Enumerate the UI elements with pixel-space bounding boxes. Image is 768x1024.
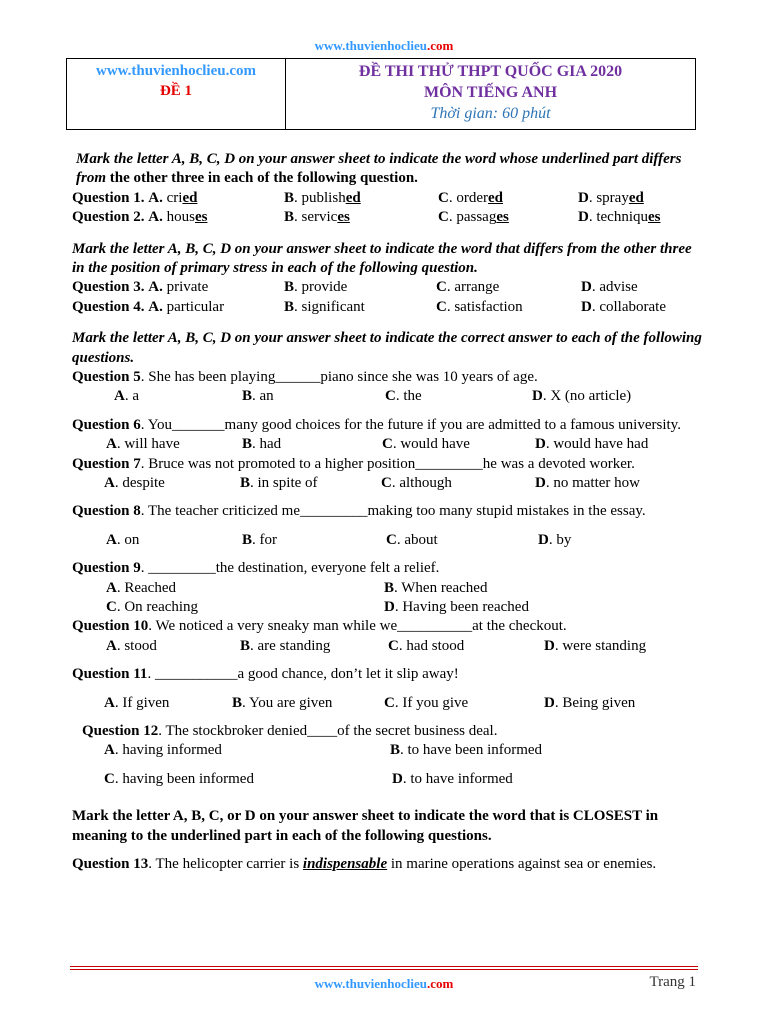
- option-d[interactable]: D. X (no article): [532, 388, 632, 405]
- option-d[interactable]: D. by: [538, 531, 572, 548]
- section1-instruction-text: Mark the letter A, B, C, D on your answer sheet to indicate the word whose underlined part differs from: [76, 151, 682, 187]
- option-b[interactable]: B. for: [242, 531, 278, 548]
- question-9-options-row1: [72, 579, 702, 598]
- section1-instruction-tail: the other three in each of the following question.: [106, 170, 418, 187]
- option-a[interactable]: A. Reached: [106, 579, 176, 596]
- option-b[interactable]: B. You are given: [232, 694, 333, 711]
- option-c[interactable]: C. about: [386, 531, 438, 548]
- option-a[interactable]: A. a: [114, 388, 140, 405]
- option-b[interactable]: B. had: [242, 436, 282, 453]
- top-site-link[interactable]: www.thuvienhoclieu.com: [314, 38, 454, 53]
- question-3: [72, 278, 702, 297]
- option-b[interactable]: B. an: [242, 388, 274, 405]
- header-left-cell: [67, 59, 286, 130]
- question-7-options: [72, 474, 702, 493]
- question-8-stem: Question 8. The teacher criticized me_________making too many stupid mistakes in the essay.: [72, 503, 646, 520]
- section4-instruction: Mark the letter A, B, C, or D on your answer sheet to indicate the word that is CLOSEST in meaning to the underlined part in each of the following questions.: [72, 808, 659, 844]
- question-8-options: [72, 531, 702, 550]
- option-c[interactable]: C. passages: [438, 209, 509, 226]
- option-d[interactable]: D. to have informed: [392, 770, 513, 787]
- option-a[interactable]: A. on: [106, 531, 140, 548]
- question-5-stem: Question 5. She has been playing______piano since she was 10 years of age.: [72, 369, 538, 385]
- option-b[interactable]: B. to have been informed: [390, 742, 543, 759]
- option-d[interactable]: D. techniques: [578, 209, 661, 226]
- question-10-options: [72, 637, 702, 656]
- section3-instruction: Mark the letter A, B, C, D on your answer sheet to indicate the correct answer to each of the following questions.: [72, 330, 702, 366]
- option-d[interactable]: D. Being given: [544, 694, 636, 711]
- exam-code: ĐỀ 1: [159, 83, 193, 99]
- question-12-options-row1: [72, 741, 702, 760]
- option-c[interactable]: C. although: [381, 475, 452, 491]
- option-d[interactable]: D. Having been reached: [384, 598, 529, 615]
- option-c[interactable]: C. arrange: [436, 279, 500, 296]
- option-b[interactable]: B. in spite of: [240, 475, 318, 491]
- option-c[interactable]: C. On reaching: [106, 598, 199, 615]
- question-11-options: [72, 694, 702, 713]
- option-b[interactable]: B. When reached: [384, 579, 488, 596]
- exam-title: ĐỀ THI THỬ THPT QUỐC GIA 2020: [358, 63, 623, 80]
- footer-rule: [70, 966, 698, 967]
- option-c[interactable]: C. would have: [382, 436, 470, 453]
- question-10-stem: Question 10. We noticed a very sneaky man while we__________at the checkout.: [72, 618, 567, 635]
- exam-header-box: [66, 58, 696, 130]
- question-label: Question 4. A. particular: [72, 298, 225, 315]
- option-d[interactable]: D. advise: [581, 279, 638, 296]
- footer-rule-second: [70, 969, 698, 970]
- option-c[interactable]: C. had stood: [388, 637, 465, 654]
- question-12-stem: Question 12. The stockbroker denied____of the secret business deal.: [82, 722, 498, 739]
- option-c[interactable]: C. ordered: [438, 189, 503, 206]
- exam-content: [72, 150, 702, 874]
- option-b[interactable]: B. are standing: [240, 637, 331, 654]
- option-c[interactable]: C. satisfaction: [436, 298, 523, 315]
- option-d[interactable]: D. collaborate: [581, 298, 666, 315]
- question-1: [72, 189, 702, 208]
- option-b[interactable]: B. services: [284, 209, 350, 226]
- question-4: [72, 298, 702, 317]
- page-number: Trang 1: [649, 974, 696, 990]
- header-right-cell: [286, 59, 696, 130]
- option-a[interactable]: A. having informed: [104, 742, 222, 759]
- option-c[interactable]: C. the: [385, 388, 422, 405]
- option-b[interactable]: B. significant: [284, 298, 365, 315]
- option-d[interactable]: D. sprayed: [578, 189, 644, 206]
- question-9-stem: Question 9. _________the destination, everyone felt a relief.: [72, 560, 440, 577]
- option-b[interactable]: B. published: [284, 189, 361, 206]
- exam-subject: MÔN TIẾNG ANH: [423, 84, 558, 101]
- option-b[interactable]: B. provide: [284, 279, 348, 296]
- question-5-options: [72, 387, 702, 406]
- section1-instruction: [72, 150, 702, 189]
- question-7-stem: Question 7. Bruce was not promoted to a higher position_________he was a devoted worker.: [72, 455, 635, 472]
- question-13-stem: Question 13. The helicopter carrier is indispensable in marine operations against sea or enemies.: [72, 855, 657, 872]
- question-label: Question 3. A. private: [72, 279, 209, 296]
- option-d[interactable]: D. would have had: [535, 436, 649, 453]
- question-label: Question 1. A. cried: [72, 189, 198, 206]
- option-a[interactable]: A. If given: [104, 694, 170, 711]
- exam-time: Thời gian: 60 phút: [430, 105, 551, 122]
- footer-site-link[interactable]: www.thuvienhoclieu.com: [314, 976, 454, 991]
- option-a[interactable]: A. will have: [106, 436, 180, 453]
- header-site-link[interactable]: www.thuvienhoclieu.com: [95, 63, 256, 79]
- option-a[interactable]: A. despite: [104, 475, 165, 491]
- question-9-options-row2: [72, 598, 702, 617]
- question-11-stem: Question 11. ___________a good chance, don’t let it slip away!: [72, 666, 459, 683]
- option-d[interactable]: D. were standing: [544, 637, 647, 654]
- option-d[interactable]: D. no matter how: [535, 475, 640, 491]
- question-6-options: [72, 435, 702, 454]
- question-label: Question 2. A. houses: [72, 209, 208, 226]
- question-6-stem: Question 6. You_______many good choices for the future if you are admitted to a famous university.: [72, 416, 681, 433]
- option-c[interactable]: C. having been informed: [104, 770, 254, 787]
- question-12-options-row2: [72, 770, 702, 789]
- section2-instruction: Mark the letter A, B, C, D on your answer sheet to indicate the word that differs from the other three in the position of primary stress in each of the following question.: [72, 240, 692, 276]
- option-c[interactable]: C. If you give: [384, 694, 469, 711]
- option-a[interactable]: A. stood: [106, 637, 157, 654]
- underlined-word: indispensable: [302, 855, 388, 872]
- question-2: [72, 208, 702, 227]
